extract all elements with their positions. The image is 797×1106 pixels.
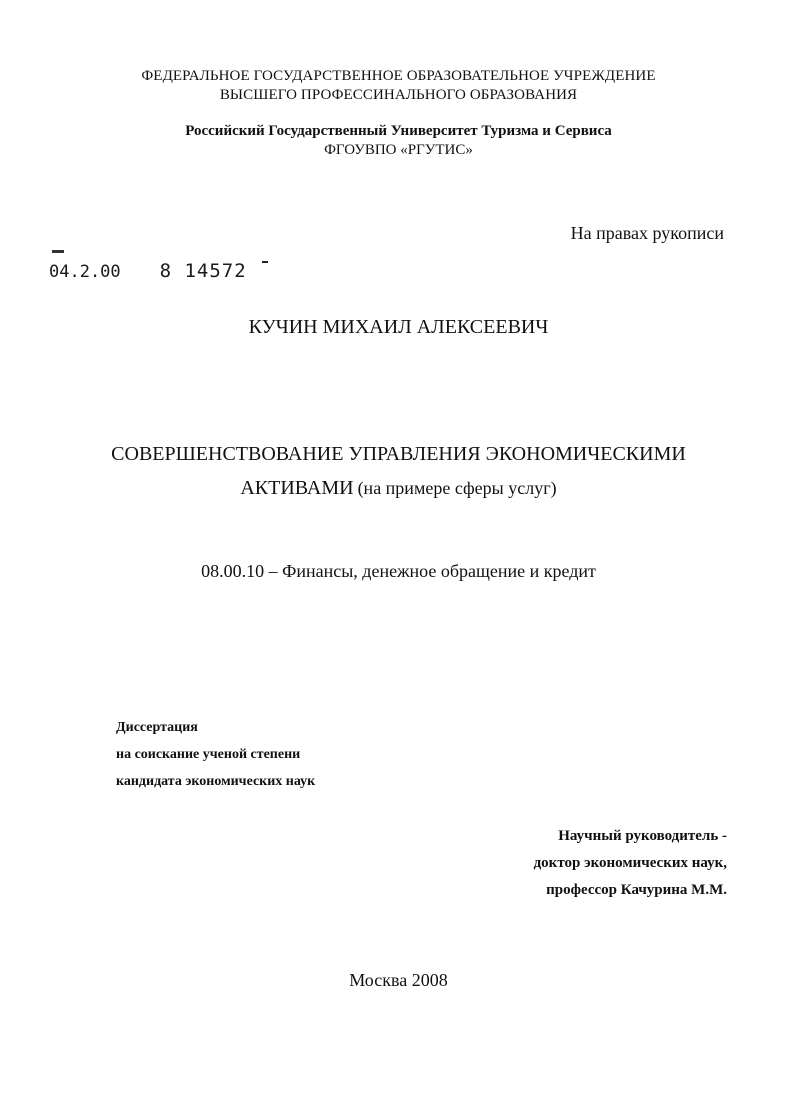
rights-note: На правах рукописи xyxy=(570,223,724,243)
title-line-2 xyxy=(0,477,797,500)
university-abbrev: ФГОУВПО «РГУТИС» xyxy=(324,142,473,158)
specialty: 08.00.10 – Финансы, денежное обращение и кредит xyxy=(201,561,596,581)
title-line-1: СОВЕРШЕНСТВОВАНИЕ УПРАВЛЕНИЯ ЭКОНОМИЧЕСКИМИ xyxy=(111,443,686,465)
author-name: КУЧИН МИХАИЛ АЛЕКСЕЕВИЧ xyxy=(248,316,549,338)
dissertation-line-3: кандидата экономических наук xyxy=(116,774,316,789)
stamp-code-2: 8 14572 xyxy=(159,260,247,282)
supervisor-line-3: профессор Качурина М.М. xyxy=(546,882,727,898)
dissertation-line-2: на соискание ученой степени xyxy=(116,747,301,762)
archive-stamp xyxy=(49,260,268,282)
stamp-dash xyxy=(262,261,268,263)
header-line-2: ВЫСШЕГО ПРОФЕССИНАЛЬНОГО ОБРАЗОВАНИЯ xyxy=(219,87,578,103)
title-subtitle: (на примере сферы услуг) xyxy=(357,478,557,498)
city-year: Москва 2008 xyxy=(349,970,448,990)
university-name: Российский Государственный Университет Туризма и Сервиса xyxy=(185,123,612,139)
stamp-mark xyxy=(52,250,64,253)
stamp-code-1: 04.2.00 xyxy=(49,262,121,282)
supervisor-line-1: Научный руководитель - xyxy=(558,828,727,844)
header-line-1: ФЕДЕРАЛЬНОЕ ГОСУДАРСТВЕННОЕ ОБРАЗОВАТЕЛЬНОЕ УЧРЕЖДЕНИЕ xyxy=(141,68,656,84)
dissertation-line-1: Диссертация xyxy=(116,720,198,735)
supervisor-line-2: доктор экономических наук, xyxy=(533,855,727,871)
title-caps: АКТИВАМИ xyxy=(240,477,354,499)
